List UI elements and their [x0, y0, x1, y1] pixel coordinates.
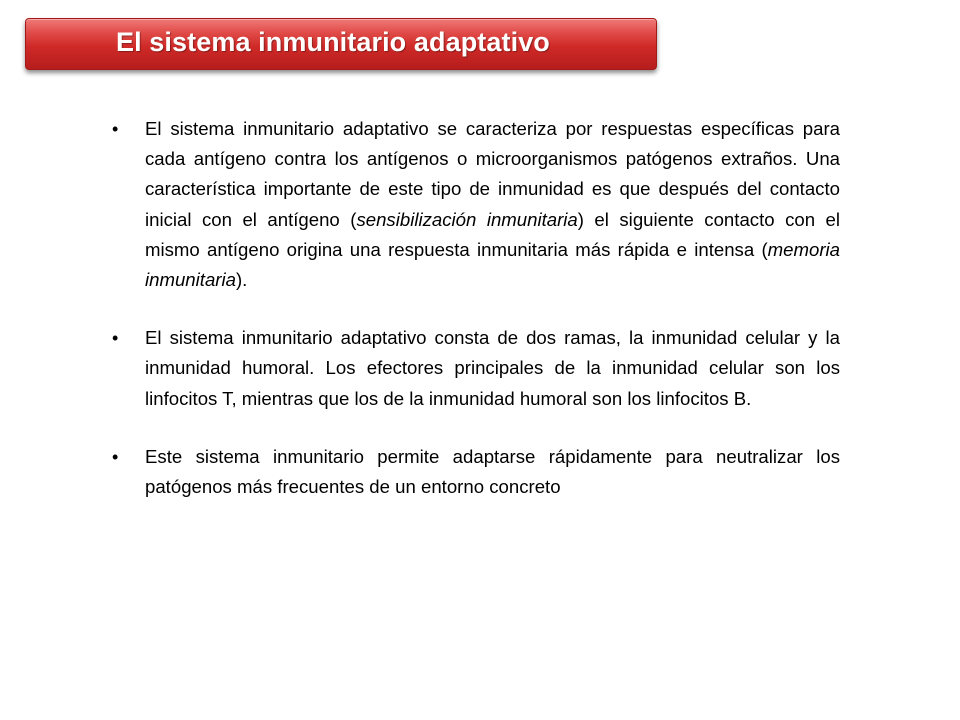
- bullet-marker: •: [112, 328, 119, 349]
- bullet-item-1: [112, 114, 840, 295]
- bullet-text-1: [145, 114, 840, 295]
- italic-term-sensibilizacion: sensibilización inmunitaria: [356, 208, 578, 230]
- title-banner: [25, 18, 657, 70]
- bullet-item-3: [112, 442, 840, 502]
- bullet-text-segment: ).: [235, 269, 248, 291]
- bullet-text-3: Este sistema inmunitario permite adaptarse rápidamente para neutralizar los patógenos más frecuentes de un entorno concreto: [145, 445, 840, 498]
- italic-term-memoria: memoria inmunitaria: [145, 238, 840, 291]
- bullet-marker: •: [112, 119, 119, 139]
- bullet-text-segment: ) el siguiente contacto con el mismo antígeno origina una respuesta inmunitaria más rápida e intensa (: [145, 208, 840, 260]
- slide-title: El sistema inmunitario adaptativo: [116, 27, 550, 57]
- bullet-text-2: El sistema inmunitario adaptativo consta de dos ramas, la inmunidad celular y la inmunidad humoral. Los efectores principales de la inmunidad celular son los linfocitos T, mientras que los de la inmunidad humoral son los linfocitos B.: [145, 327, 840, 409]
- bullet-list: [112, 114, 840, 530]
- bullet-item-2: [112, 323, 840, 414]
- bullet-marker: •: [112, 446, 119, 467]
- bullet-text-segment: El sistema inmunitario adaptativo se caracteriza por respuestas específicas para cada antígeno contra los antígenos o microorganismos patógenos extraños. Una característica importante de este tipo de inmunidad es que después del contacto inicial con el antígeno (: [145, 118, 840, 230]
